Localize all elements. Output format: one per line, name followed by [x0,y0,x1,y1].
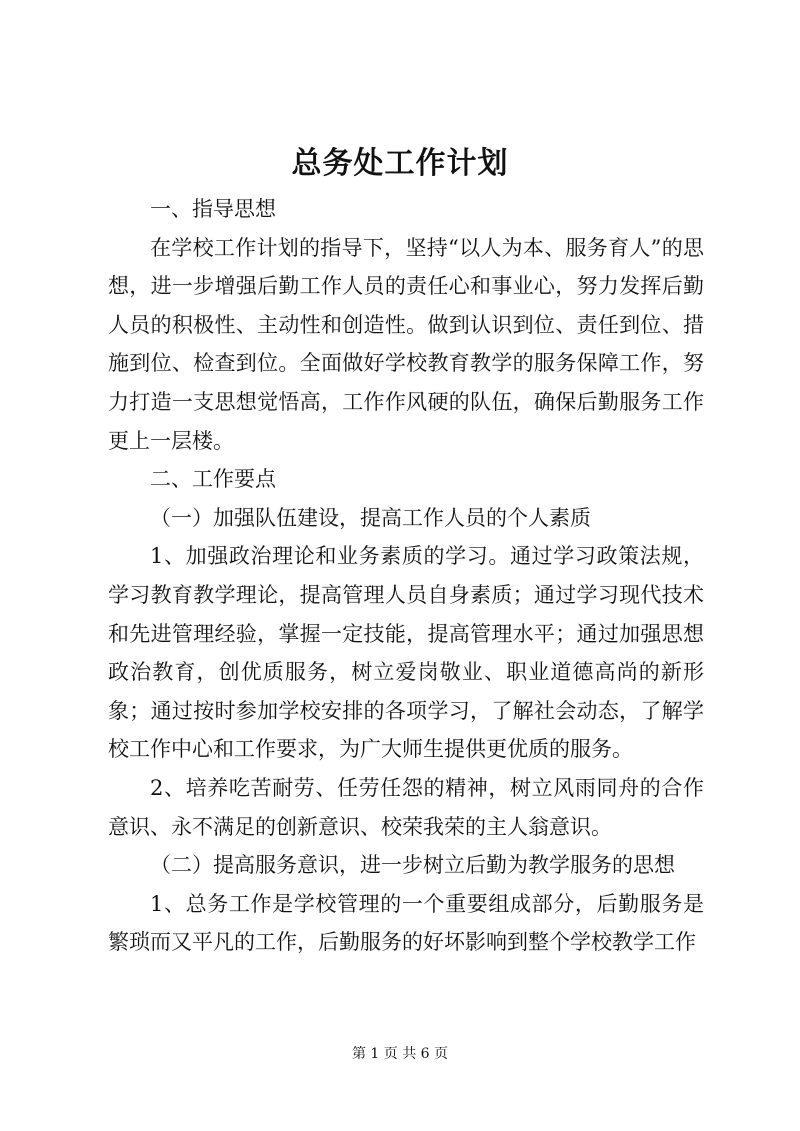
heading-work-points: 二、工作要点 [150,467,276,492]
subheading-team-building: （一）加强队伍建设，提高工作人员的个人素质 [150,505,591,530]
paragraph-study: 1、加强政治理论和业务素质的学习。通过学习政策法规，学习教育教学理论，提高管理人员自身素质；通过学习现代技术和先进管理经验，掌握一定技能，提高管理水平；通过加强思想政治教育，创优质服务，树立爱岗敬业、职业道德高尚的新形象；通过按时参加学校安排的各项学习，了解社会动态，了解学校工作中心和工作要求，为广大师生提供更优质的服务。 [108,544,704,762]
page-number-footer: 第 1 页 共 6 页 [351,1046,449,1062]
heading-guiding-ideology: 一、指导思想 [150,197,276,221]
paragraph-general-affairs: 1、总务工作是学校管理的一个重要组成部分，后勤服务是繁琐而又平凡的工作，后勤服务的好坏影响到整个学校教学工作 [108,891,704,955]
paragraph-spirit: 2、培养吃苦耐劳、任劳任怨的精神，树立风雨同舟的合作意识、永不满足的创新意识、校荣我荣的主人翁意识。 [108,775,704,839]
page-title: 总务处工作计划 [291,146,509,181]
subheading-service-awareness: （二）提高服务意识，进一步树立后勤为教学服务的思想 [150,853,675,878]
paragraph-guiding-ideology: 在学校工作计划的指导下，坚持“以人为本、服务育人”的思想，进一步增强后勤工作人员的责任心和事业心，努力发挥后勤人员的积极性、主动性和创造性。做到认识到位、责任到位、措施到位、检查到位。全面做好学校教育教学的服务保障工作，努力打造一支思想觉悟高，工作作风硬的队伍，确保后勤服务工作更上一层楼。 [108,235,704,453]
document-body [108,190,704,962]
